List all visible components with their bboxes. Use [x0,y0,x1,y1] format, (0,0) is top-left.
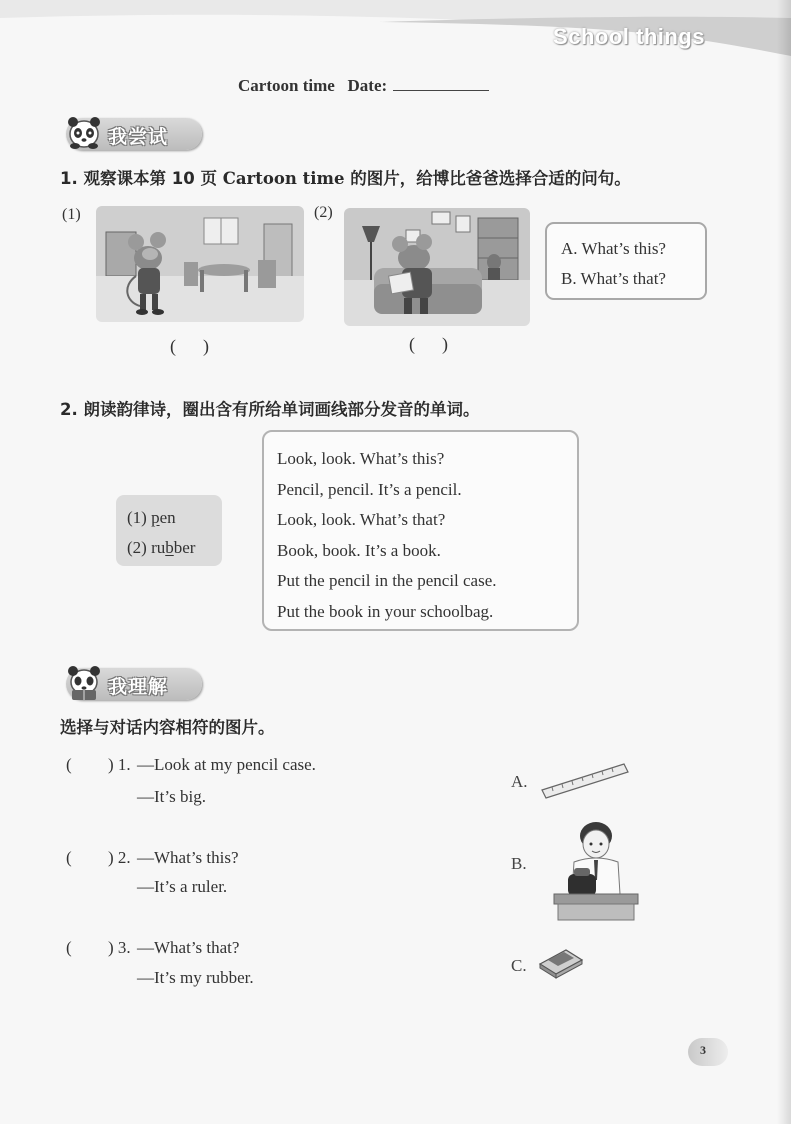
section-label-understand: 我理解 [108,676,169,698]
q1-heading-latin: Cartoon time [222,169,345,188]
date-blank[interactable] [393,77,489,91]
q1-answer-paren-1[interactable]: ( ) [170,336,209,356]
word1-underlined: p [151,508,160,527]
q1-options-box [545,222,707,300]
q1-option-b: B. What’s that? [561,269,666,288]
boy-schoolbag-picture [550,818,642,924]
cartoon-picture-1 [96,206,304,322]
dialog-answer: —It’s a ruler. [137,877,228,896]
rubber-icon [536,944,586,980]
dialog-question: —What’s this? [137,848,239,867]
q2-word-box [116,495,222,566]
word2-rest: ber [173,538,196,557]
item-number: ) 2. [108,848,131,867]
chant-line[interactable]: Look, look. What’s that? [277,510,446,529]
cartoon-scene-living-room [344,208,530,326]
pic2-number: (2) [314,204,333,221]
item-number: ) 3. [108,938,131,957]
cartoon-picture-2 [344,208,530,326]
word2-prefix: (2) ru [127,538,166,557]
dialog-question: —What’s that? [137,938,240,957]
unit-title: School things [553,24,705,49]
panda-icon [62,662,106,702]
chant-line[interactable]: Put the pencil in the pencil case. [277,571,497,590]
panda-icon [62,112,106,152]
choice-b-letter: B. [511,854,527,873]
q1-heading [60,165,631,189]
q2-heading: 2. 朗读韵律诗，圈出含有所给单词画线部分发音的单词。 [60,400,480,419]
pic1-number: (1) [62,206,81,223]
dialog-answer: —It’s my rubber. [137,968,254,987]
page-number-badge [688,1038,728,1066]
answer-paren-open[interactable]: ( [66,938,72,957]
q2-word-2 [127,533,222,563]
answer-paren-open[interactable]: ( [66,755,72,774]
word1-prefix: (1) [127,508,152,527]
q1-answer-paren-2[interactable]: ( ) [409,334,448,354]
word1-rest: en [159,508,176,527]
answer-paren-open[interactable]: ( [66,848,72,867]
choice-c-letter: C. [511,956,527,975]
dialog-answer: —It’s big. [137,787,206,806]
header-band [0,0,791,72]
page-number: 3 [700,1043,706,1057]
q1-heading-prefix: 1. 观察课本第 10 页 [60,169,223,188]
chant-line[interactable]: Put the book in your schoolbag. [277,601,494,621]
choice-a-letter: A. [511,772,528,791]
q1-option-a: A. What’s this? [561,239,666,258]
q2-chant-box [262,430,579,631]
title-text: Cartoon time Date: [238,76,388,95]
ruler-icon [538,758,630,800]
scan-edge-shadow [777,0,791,1124]
dialog-question: —Look at my pencil case. [137,755,316,774]
chant-line[interactable]: Book, book. It’s a book. [277,540,441,560]
cartoon-scene-kitchen [96,206,304,322]
q1-heading-suffix: 的图片，给博比爸爸选择合适的问句。 [344,169,631,188]
worksheet-title [238,76,489,96]
section2-heading: 选择与对话内容相符的图片。 [60,718,275,737]
item-number: ) 1. [108,755,131,774]
chant-line[interactable]: Look, look. What’s this? [277,449,445,468]
word2-underlined: b [165,538,174,557]
section-label-try: 我尝试 [108,126,169,148]
chant-line[interactable]: Pencil, pencil. It’s a pencil. [277,479,462,499]
q2-word-1 [127,503,222,533]
